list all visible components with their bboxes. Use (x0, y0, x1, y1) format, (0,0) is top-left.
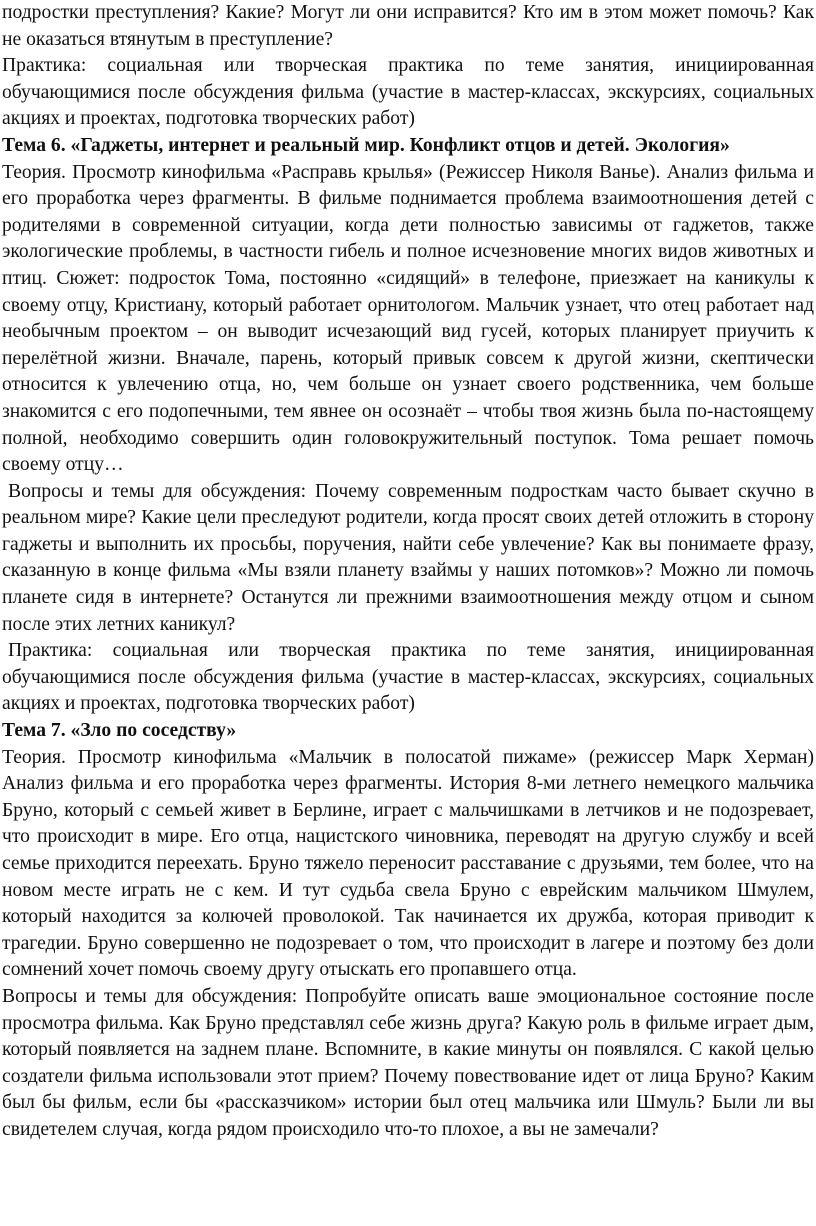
paragraph-questions-topic-7: Вопросы и темы для обсуждения: Попробуйте описать ваше эмоциональное состояние после просмотра фильма. Как Бруно представлял себе жизнь друга? Какую роль в фильме играет дым, который появляется на заднем плане. Вспомните, в какие минуты он появлялся. С какой целью создатели фильма использовали этот прием? Почему повествование идет от лица Бруно? Каким был бы фильм, если бы «рассказчиком» истории был отец мальчика или Шмуль? Были ли вы свидетелем случая, когда рядом происходило что-то плохое, а вы не замечали? (2, 985, 814, 1140)
heading-topic-7: Тема 7. «Зло по соседству» (2, 720, 237, 742)
heading-topic-6: Тема 6. «Гаджеты, интернет и реальный мир. Конфликт отцов и детей. Экология» (2, 134, 730, 156)
paragraph-theory-topic-7: Теория. Просмотр кинофильма «Мальчик в полосатой пижаме» (режиссер Марк Херман) Анализ фильма и его проработка через фрагменты. История 8-ми летнего немецкого мальчика Бруно, который с семьей живет в Берлине, играет с мальчишками в летчиков и не подозревает, что происходит в мире. Его отца, нацистского чиновника, переводят на другую службу и всей семье приходится переехать. Бруно тяжело переносит расставание с друзьями, тем более, что на новом месте играть не с кем. И тут судьба свела Бруно с еврейским мальчиком Шмулем, который находится за колючей проволокой. Так начинается их дружба, которая приводит к трагедии. Бруно совершенно не подозревает о том, что происходит в лагере и поэтому без доли сомнений хочет помочь своему другу отыскать его пропавшего отца. (2, 746, 814, 981)
paragraph-questions-crime: подростки преступления? Какие? Могут ли они исправится? Кто им в этом может помочь? Как не оказаться втянутым в преступление? (2, 2, 814, 50)
paragraph-practice-1: Практика: социальная или творческая практика по теме занятия, инициированная обучающимися после обсуждения фильма (участие в мастер-классах, экскурсиях, социальных акциях и проектах, подготовка творческих работ) (2, 55, 814, 130)
paragraph-theory-topic-6: Теория. Просмотр кинофильма «Расправь крылья» (Режиссер Николя Ванье). Анализ фильма и его проработка через фрагменты. В фильме поднимается проблема взаимоотношения детей с родителями в современной ситуации, когда дети полностью зависимы от гаджетов, также экологические проблемы, в частности гибель и полное исчезновение многих видов животных и птиц. Сюжет: подросток Тома, постоянно «сидящий» в телефоне, приезжает на каникулы к своему отцу, Кристиану, который работает орнитологом. Мальчик узнает, что отец работает над необычным проектом – он выводит исчезающий вид гусей, которых планирует приучить к перелётной жизни. Вначале, парень, который привык совсем к другой жизни, скептически относится к увлечению отца, но, чем больше он узнает своего родственника, чем больше знакомится с его подопечными, тем явнее он осознаёт – чтобы твоя жизнь была по-настоящему полной, необходимо совершить один головокружительный поступок. Тома решает помочь своему отцу… (2, 161, 814, 476)
paragraph-questions-topic-6: Вопросы и темы для обсуждения: Почему современным подросткам часто бывает скучно в реальном мире? Какие цели преследуют родители, когда просят своих детей отложить в сторону гаджеты и выполнить их просьбы, поручения, найти себе увлечение? Как вы понимаете фразу, сказанную в конце фильма «Мы взяли планету взаймы у наших потомков»? Можно ли помочь планете сидя в интернете? Останутся ли прежними взаимоотношения между отцом и сыном после этих летних каникул? (2, 480, 814, 635)
paragraph-practice-2: Практика: социальная или творческая практика по теме занятия, инициированная обучающимися после обсуждения фильма (участие в мастер-классах, экскурсиях, социальных акциях и проектах, подготовка творческих работ) (2, 640, 814, 715)
